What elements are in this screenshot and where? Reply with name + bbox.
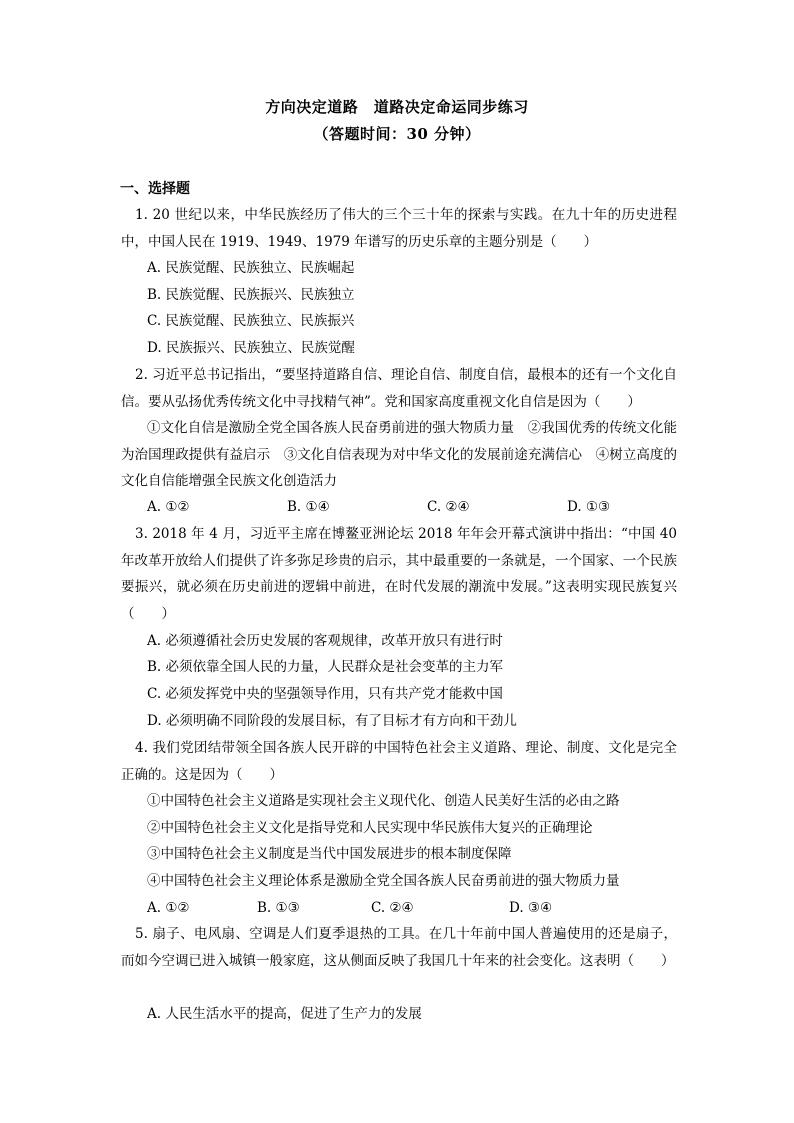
question-3-option-c: C. 必须发挥党中央的坚强领导作用，只有共产党才能救中国 [147,686,503,702]
question-4-statement-4: ④中国特色社会主义理论体系是激励全党全国各族人民奋勇前进的强大物质力量 [147,873,620,889]
section-heading: 一、选择题 [120,181,190,197]
question-2-option-c: C. ②④ [427,499,470,515]
question-3-option-a: A. 必须遵循社会历史发展的客观规律，改革开放只有进行时 [147,633,503,649]
question-1-option-b: B. 民族觉醒、民族振兴、民族独立 [147,287,355,303]
question-2-option-b: B. ①④ [287,499,330,515]
question-1-option-c: C. 民族觉醒、民族独立、民族振兴 [147,313,355,329]
question-3-stem: 3. 2018 年 4 月，习近平主席在博鳌亚洲论坛 2018 年年会开幕式演讲中指出：“中国 40 年改革开放给人们提供了许多弥足珍贵的启示，其中最重要的一条就是，一个国家、一个民族要振兴，就必须在历史前进的逻辑中前进，在时代发展的潮流中发展。”这表明实现民族复兴（ ） [121,526,677,622]
answer-time: （答题时间：30 分钟） [313,125,481,143]
question-4-statement-3: ③中国特色社会主义制度是当代中国发展进步的根本制度保障 [147,846,512,862]
question-1-stem: 1. 20 世纪以来，中华民族经历了伟大的三个三十年的探索与实践。在九十年的历史进程中，中国人民在 1919、1949、1979 年谱写的历史乐章的主题分别是（ ） [121,207,677,250]
question-2-statements: ①文化自信是激励全党全国各族人民奋勇前进的强大物质力量 ②我国优秀的传统文化能为治国理政提供有益启示 ③文化自信表现为对中华文化的发展前途充满信心 ④树立高度的文化自信能增强全民族文化创造活力 [121,420,677,489]
question-4-option-a: A. ①② [147,900,190,916]
question-4-statement-2: ②中国特色社会主义文化是指导党和人民实现中华民族伟大复兴的正确理论 [147,820,593,836]
question-4-option-b: B. ①③ [257,900,300,916]
question-4-option-d: D. ③④ [509,900,553,916]
question-2-stem: 2. 习近平总书记指出，“要坚持道路自信、理论自信、制度自信，最根本的还有一个文化自信。要从弘扬优秀传统文化中寻找精气神”。党和国家高度重视文化自信是因为（ ） [121,367,677,410]
question-4-option-c: C. ②④ [371,900,414,916]
question-3-option-b: B. 必须依靠全国人民的力量，人民群众是社会变革的主力军 [147,659,504,675]
question-4-stem: 4. 我们党团结带领全国各族人民开辟的中国特色社会主义道路、理论、制度、文化是完全正确的。这是因为（ ） [121,740,677,783]
question-5-stem: 5. 扇子、电风扇、空调是人们夏季退热的工具。在几十年前中国人普遍使用的还是扇子，而如今空调已进入城镇一般家庭，这从侧面反映了我国几十年来的社会变化。这表明（ ） [121,926,677,969]
question-1-option-a: A. 民族觉醒、民族独立、民族崛起 [147,260,355,276]
question-3-option-d: D. 必须明确不同阶段的发展目标，有了目标才有方向和干劲儿 [147,713,517,729]
document-title: 方向决定道路 道路决定命运同步练习 [265,98,529,116]
question-4-statement-1: ①中国特色社会主义道路是实现社会主义现代化、创造人民美好生活的必由之路 [147,793,620,809]
question-2-option-a: A. ①② [147,499,190,515]
question-1-option-d: D. 民族振兴、民族独立、民族觉醒 [147,340,355,356]
question-5-option-a: A. 人民生活水平的提高，促进了生产力的发展 [147,1006,422,1022]
question-2-option-d: D. ①③ [567,499,611,515]
